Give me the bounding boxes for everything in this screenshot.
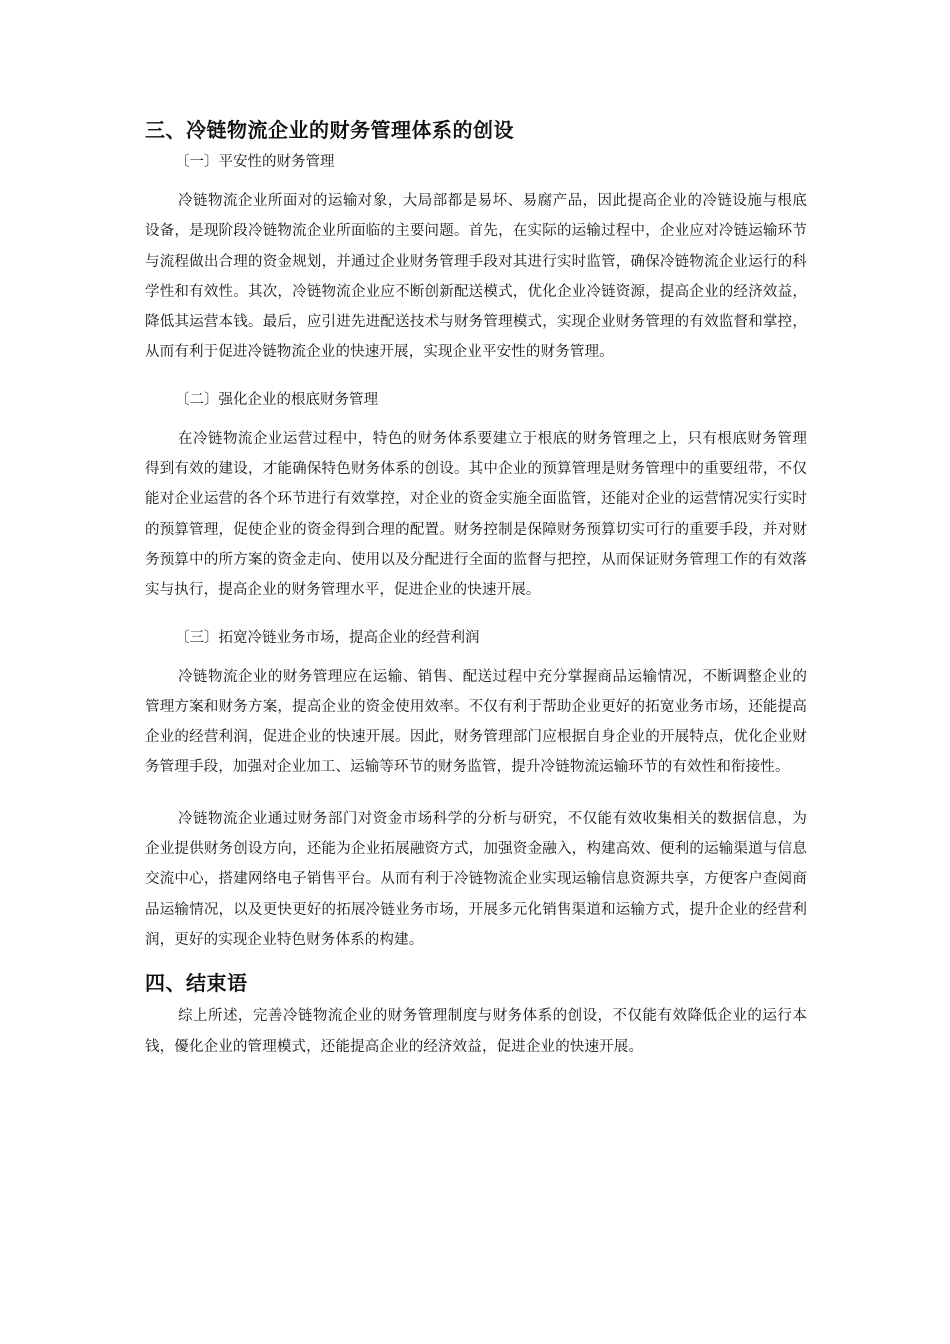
paragraph-conclusion: 综上所述，完善冷链物流企业的财务管理制度与财务体系的创设，不仅能有效降低企业的运行本钱，優化企业的管理模式，还能提高企业的经济效益，促进企业的快速开展。	[145, 1008, 807, 1055]
paragraph-capital-analysis: 冷链物流企业通过财务部门对资金市场科学的分析与研究，不仅能有效收集相关的数据信息，为企业提供财务创设方向，还能为企业拓展融资方式，加强资金融入，构建高效、便利的运输渠道与信息交流中心，搭建网络电子销售平台。从而有利于冷链物流企业实现运输信息资源共享，方便客户查阅商品运输情况，以及更快更好的拓展冷链业务市场，开展多元化销售渠道和运输方式，提升企业的经营利润，更好的实现企业特色财务体系的构建。	[145, 810, 807, 948]
section-title-4: 四、结束语	[145, 971, 248, 996]
subsection-heading-1: 〔一〕平安性的财务管理	[175, 154, 335, 170]
paragraph-market-expansion: 冷链物流企业的财务管理应在运输、销售、配送过程中充分掌握商品运输情况，不断调整企业的管理方案和财务方案，提高企业的资金使用效率。不仅有利于帮助企业更好的拓宽业务市场，还能提高企业的经营利润，促进企业的快速开展。因此，财务管理部门应根据自身企业的开展特点，优化企业财务管理手段，加强对企业加工、运输等环节的财务监管，提升冷链物流运输环节的有效性和衔接性。	[145, 668, 807, 776]
section-title-3: 三、冷链物流企业的财务管理体系的创设	[145, 118, 514, 142]
paragraph-safety-management: 冷链物流企业所面对的运输对象，大局部都是易坏、易腐产品，因此提高企业的冷链设施与根底设备，是现阶段冷链物流企业所面临的主要问题。首先，在实际的运输过程中，企业应对冷链运输环节与流程做出合理的资金规划，并通过企业财务管理手段对其进行实时监管，确保冷链物流企业运行的科学性和有效性。其次，冷链物流企业应不断创新配送模式，优化企业冷链资源，提高企业的经济效益，降低其运营本钱。最后，应引进先进配送技术与财务管理模式，实现企业财务管理的有效监督和掌控，从而有利于促进冷链物流企业的快速开展，实现企业平安性的财务管理。	[145, 193, 807, 361]
paragraph-basic-management: 在冷链物流企业运营过程中，特色的财务体系要建立于根底的财务管理之上，只有根底财务管理得到有效的建设，才能确保特色财务体系的创设。其中企业的预算管理是财务管理中的重要纽带，不仅能对企业运营的各个环节进行有效掌控，对企业的资金实施全面监管，还能对企业的运营情况实行实时的预算管理，促使企业的资金得到合理的配置。财务控制是保障财务预算切实可行的重要手段，并对财务预算中的所方案的资金走向、使用以及分配进行全面的监督与把控，从而保证财务管理工作的有效落实与执行，提高企业的财务管理水平，促进企业的快速开展。	[145, 430, 807, 599]
document-page	[145, 112, 807, 1062]
subsection-heading-3: 〔三〕拓宽冷链业务市场，提高企业的经营利润	[175, 629, 480, 646]
subsection-heading-2: 〔二〕强化企业的根底财务管理	[175, 391, 378, 408]
